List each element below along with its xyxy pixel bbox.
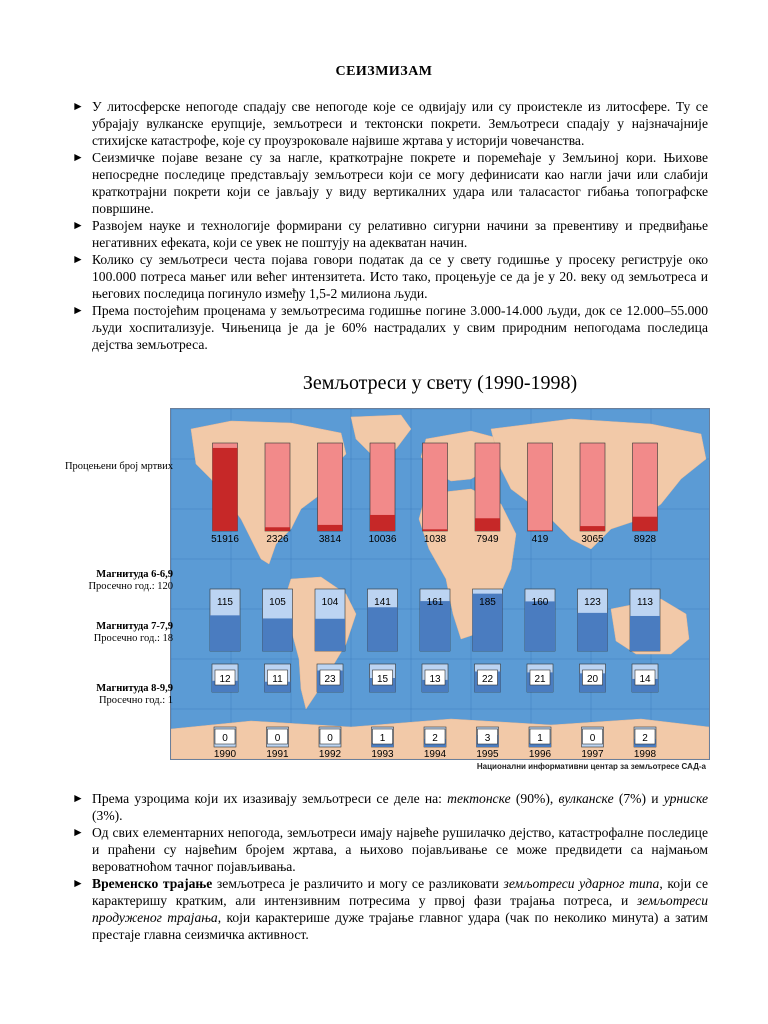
value-label: 23 bbox=[324, 674, 336, 685]
bar-m6-1991 bbox=[263, 618, 293, 651]
value-label: 185 bbox=[479, 597, 496, 608]
tick-label: 1993 bbox=[371, 749, 394, 759]
tick-label: 1996 bbox=[528, 749, 552, 759]
b1-post: (3%). bbox=[92, 808, 123, 823]
bar-deaths-1997 bbox=[580, 526, 605, 531]
bullet-item: ► Сеизмичке појаве везане су за нагле, краткотрајне покрете и поремећаје у Земљиној кори. Њихове непосредне последице представљају земљотреси који се могу дефинисати као нагли јачи или слабији краткотрајни покрети који се јављају у виду вертикалних удара или таласастог гибања топографске површине. bbox=[72, 149, 708, 217]
value-label: 12 bbox=[219, 674, 231, 685]
value-label: 0 bbox=[222, 733, 228, 744]
m8-name: Магнитуда 8-9,9 bbox=[96, 683, 173, 694]
value-label: 51916 bbox=[211, 534, 239, 545]
tick-label: 1997 bbox=[581, 749, 604, 759]
tick-label: 1992 bbox=[318, 749, 342, 759]
bar-background bbox=[475, 443, 500, 531]
value-label: 160 bbox=[531, 597, 549, 608]
value-label: 10036 bbox=[368, 534, 397, 545]
bullet-item: ► Према постојећим проценама у земљотресима годишње погине 3.000-14.000 људи, док се 12.000–55.000 људи хоспитализује. Чињеница је да је 60% настрадалих у свим природним непогодама последица дејства земљотреса. bbox=[72, 302, 708, 353]
page-title: СЕИЗМИЗАМ bbox=[335, 64, 433, 79]
m7-average: Просечно год.: 18 bbox=[93, 633, 173, 644]
world-map-chart bbox=[64, 408, 710, 760]
bar-background bbox=[265, 443, 290, 531]
value-label: 113 bbox=[637, 597, 653, 608]
bar-m6-1997 bbox=[578, 613, 608, 651]
bullet-item bbox=[72, 790, 708, 824]
b1-text: Према узроцима који их изазивају земљотреси се деле на: bbox=[92, 791, 448, 806]
tick-label: 1995 bbox=[476, 749, 499, 759]
value-label: 15 bbox=[376, 674, 389, 685]
m7-row-label bbox=[61, 621, 173, 645]
value-label: 0 bbox=[327, 733, 333, 744]
value-label: 3814 bbox=[318, 534, 342, 545]
bar-deaths-1998 bbox=[633, 517, 658, 531]
value-label: 419 bbox=[531, 534, 549, 545]
m8-average: Просечно год.: 1 bbox=[98, 695, 173, 706]
bar-m6-1993 bbox=[368, 607, 398, 651]
value-label: 20 bbox=[586, 674, 599, 685]
earthquake-figure bbox=[64, 368, 710, 778]
value-label: 2 bbox=[432, 733, 438, 744]
bullet-item bbox=[72, 875, 708, 943]
value-label: 161 bbox=[426, 597, 444, 608]
value-label: 11 bbox=[272, 674, 283, 685]
value-label: 141 bbox=[374, 597, 391, 608]
tick-label: 1994 bbox=[423, 749, 447, 759]
b3-b: , који се карактеришу кратким, али интензивним потресима у првој фази трајања потреса, и bbox=[92, 876, 708, 908]
bar-m6-1994 bbox=[420, 601, 450, 651]
bar-deaths-1994 bbox=[423, 529, 448, 531]
tick-label: 1998 bbox=[633, 749, 657, 759]
b3-a: земљотреса је различито и могу се разликовати bbox=[212, 876, 504, 891]
value-label: 105 bbox=[269, 597, 286, 608]
value-label: 3065 bbox=[581, 534, 604, 545]
bar-deaths-1996 bbox=[528, 530, 553, 531]
b1-mid1: (90%), bbox=[510, 791, 559, 806]
bar-deaths-1995 bbox=[475, 518, 500, 531]
value-label: 1 bbox=[537, 733, 543, 744]
value-label: 0 bbox=[589, 733, 596, 744]
bar-background bbox=[580, 443, 605, 531]
bar-deaths-1993 bbox=[370, 515, 395, 531]
value-label: 21 bbox=[534, 674, 546, 685]
value-label: 14 bbox=[639, 674, 651, 685]
bar-deaths-1991 bbox=[265, 527, 290, 531]
figure-title: Земљотреси у свету (1990-1998) bbox=[302, 372, 578, 394]
value-label: 8928 bbox=[633, 534, 657, 545]
value-label: 2326 bbox=[266, 534, 289, 545]
value-label: 1 bbox=[379, 733, 386, 744]
bar-m6-1992 bbox=[315, 619, 345, 651]
value-label: 22 bbox=[481, 674, 494, 685]
tick-label: 1990 bbox=[213, 749, 237, 759]
bar-deaths-1990 bbox=[213, 448, 238, 531]
figure-credit: Национални информативни центар за земљотресе САД-а bbox=[476, 762, 706, 771]
intro-bullet-list bbox=[72, 98, 708, 353]
m6-row-label bbox=[61, 569, 173, 593]
value-label: 104 bbox=[321, 597, 339, 608]
m6-average: Просечно год.: 120 bbox=[88, 581, 173, 592]
bar-m6-1990 bbox=[210, 615, 240, 651]
value-label: 0 bbox=[274, 733, 281, 744]
m6-name: Магнитуда 6-6,9 bbox=[96, 569, 173, 580]
bullet-item: ► У литосферске непогоде спадају све непогоде које се одвијају или су проистекле из литосфере. Ту се убрајају вулканске ерупције, земљотреси и тектонски покрети. Земљотреси спадају у најзначајније стихијске катастрофе, које су проузроковале највише жртава у историји човечанства. bbox=[72, 98, 708, 149]
b3-c: , који карактерише дуже трајање главног удара (чак по неколико минута) а затим престаје главна сеизмичка активност. bbox=[92, 910, 708, 942]
value-label: 1038 bbox=[423, 534, 447, 545]
bar-background bbox=[528, 443, 553, 531]
bullet-item: ► Од свих елементарних непогода, земљотреси имају највеће рушилачко дејство, катастрофалне последице и праћени су највећим бројем жртава, а њихово појављивање се може предвидети са најмањом вероватноћом тачног појављивања. bbox=[72, 824, 708, 875]
bar-m6-1996 bbox=[525, 601, 555, 651]
value-label: 3 bbox=[484, 733, 491, 744]
chart-svg bbox=[171, 409, 709, 759]
m8-row-label bbox=[61, 683, 173, 707]
bullet-item: ► Колико су земљотреси честа појава говори податак да се у свету годишње у просеку региструје око 100.000 потреса мањег или већег интензитета. Исто тако, процењује се да је у 20. веку од земљотреса и његових последица погинуло између 1,5-2 милиона људи. bbox=[72, 251, 708, 302]
b1-volcanic: вулканске bbox=[558, 791, 614, 806]
value-label: 13 bbox=[429, 674, 441, 685]
b1-tectonic: тектонске bbox=[447, 791, 511, 806]
bar-deaths-1992 bbox=[318, 525, 343, 531]
value-label: 7949 bbox=[476, 534, 499, 545]
tick-label: 1991 bbox=[266, 749, 289, 759]
b3-prolonged-type: земљотреси продуженог трајања bbox=[92, 893, 708, 925]
chart-marks bbox=[210, 443, 660, 759]
bar-background bbox=[423, 443, 448, 531]
value-label: 115 bbox=[217, 597, 233, 608]
b3-bold: Временско трајање bbox=[92, 876, 213, 891]
bar-background bbox=[318, 443, 343, 531]
value-label: 2 bbox=[642, 733, 648, 744]
m7-name: Магнитуда 7-7,9 bbox=[96, 621, 173, 632]
bar-m6-1998 bbox=[630, 616, 660, 651]
bullet-item: ► Развојем науке и технологије формирани су релативно сигурни начини за превентиву и предвиђање негативних ефеката, који се увек не поштују на адекватан начин. bbox=[72, 217, 708, 251]
b3-impact-type: земљотреси ударног типа bbox=[503, 876, 660, 891]
causes-bullet-list bbox=[72, 790, 708, 943]
value-label: 123 bbox=[584, 597, 601, 608]
b1-mid2: (7%) и bbox=[613, 791, 664, 806]
deaths-row-label: Процењени број мртвих bbox=[64, 461, 173, 472]
b1-collapse: урниске bbox=[663, 791, 709, 806]
